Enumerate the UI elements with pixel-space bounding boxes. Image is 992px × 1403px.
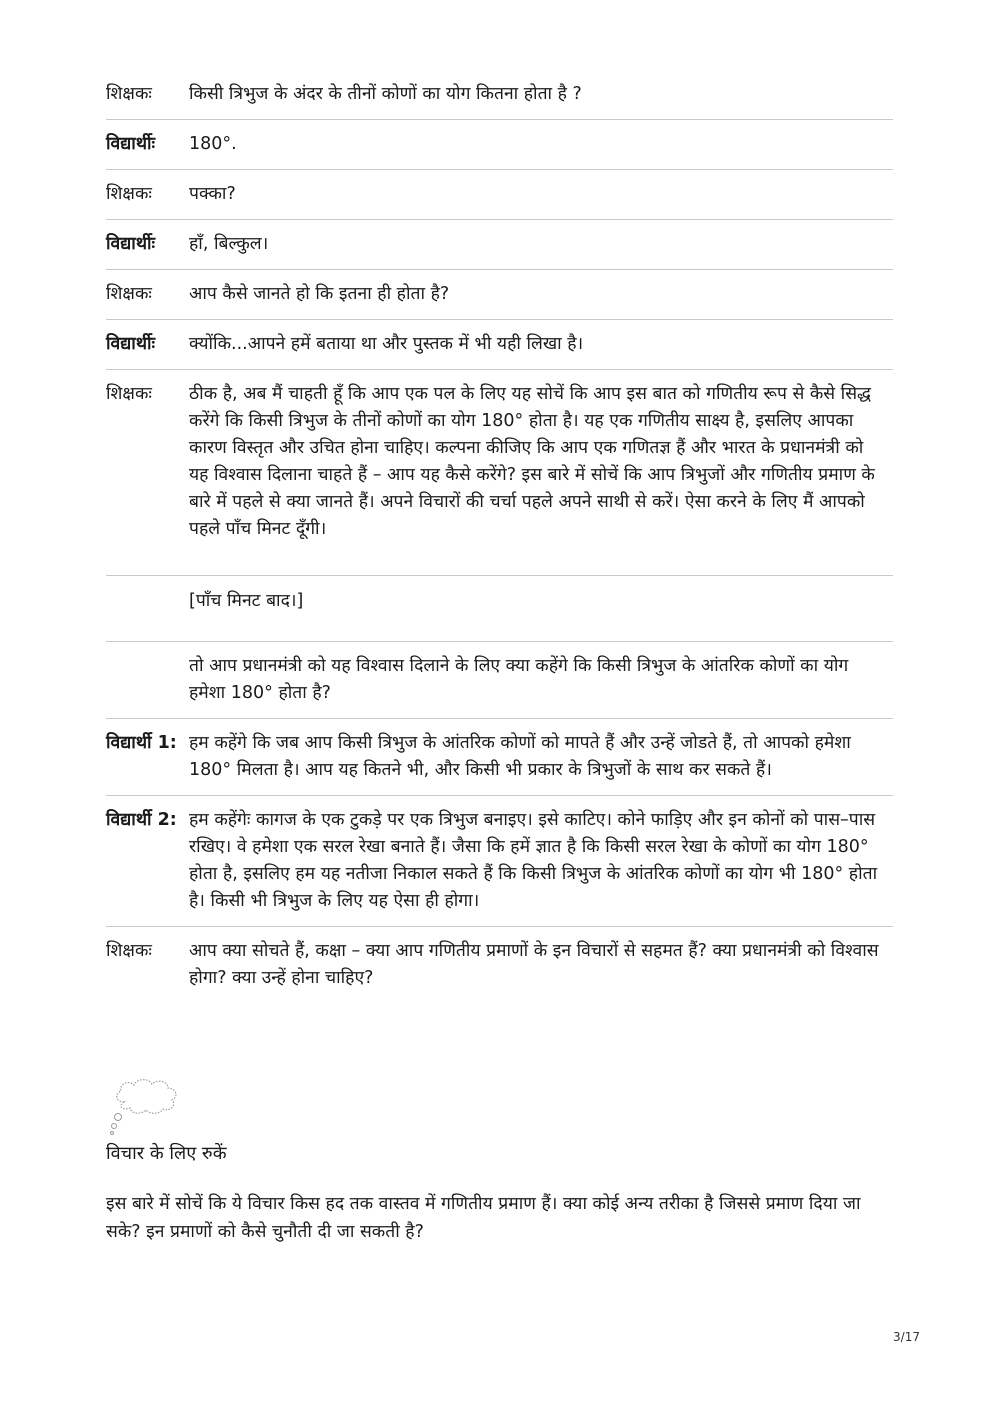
dialogue-text: आप कैसे जानते हो कि इतना ही होता है? — [189, 284, 450, 304]
speaker-label: शिक्षकः — [106, 284, 152, 304]
dialogue-text: तो आप प्रधानमंत्री को यह विश्वास दिलाने के लिए क्या कहेंगे कि किसी त्रिभुज के आंतरिक कोणों का योग हमेशा 180° होता है? — [189, 656, 849, 703]
dialogue-text: 180°. — [189, 134, 237, 154]
pause-body: इस बारे में सोचें कि ये विचार किस हद तक वास्तव में गणितीय प्रमाण हैं। क्या कोई अन्य तरीका है जिससे प्रमाण दिया जा सके? इन प्रमाणों को कैसे चुनौती दी जा सकती है? — [106, 1194, 861, 1242]
dialogue-row — [106, 370, 893, 576]
dialogue-text: हाँ, बिल्कुल। — [189, 234, 269, 254]
pause-for-thought — [106, 1072, 893, 1246]
dialogue-text: हम कहेंगे कि जब आप किसी त्रिभुज के आंतरिक कोणों को मापते हैं और उन्हें जोडते हैं, तो आपको हमेशा 180° मिलता है। आप यह कितने भी, और किसी भी प्रकार के त्रिभुजों के साथ कर सकते हैं। — [189, 733, 851, 780]
dialogue-row — [106, 120, 893, 170]
speaker-label: शिक्षकः — [106, 84, 152, 104]
dialogue-text: ठीक है, अब मैं चाहती हूँ कि आप एक पल के लिए यह सोचें कि आप इस बात को गणितीय रूप से कैसे सिद्ध करेंगे कि किसी त्रिभुज के तीनों कोणों का योग 180° होता है। यह एक गणितीय साक्ष्य है, इसलिए आपका कारण विस्तृत और उचित होना चाहिए। कल्पना कीजिए कि आप एक गणितज्ञ हैं और भारत के प्रधानमंत्री को यह विश्वास दिलाना चाहते हैं – आप यह कैसे करेंगे? इस बारे में सोचें कि आप त्रिभुजों और गणितीय प्रमाण के बारे में पहले से क्या जानते हैं। अपने विचारों की चर्चा पहले अपने साथी से करें। ऐसा करने के लिए मैं आपको पहले पाँच मिनट दूँगी। — [189, 384, 875, 539]
thought-cloud-icon — [106, 1072, 186, 1142]
dialogue-row — [106, 796, 893, 927]
dialogue-text: हम कहेंगेः कागज के एक टुकड़े पर एक त्रिभुज बनाइए। इसे काटिए। कोने फाड़िए और इन कोनों को पास–पास रखिए। वे हमेशा एक सरल रेखा बनाते हैं। जैसा कि हमें ज्ञात है कि किसी सरल रेखा के कोणों का योग 180° होता है, इसलिए हम यह नतीजा निकाल सकते हैं कि किसी त्रिभुज के आंतरिक कोणों का योग भी 180° होता है। किसी भी त्रिभुज के लिए यह ऐसा ही होगा। — [189, 810, 878, 911]
dialogue-page — [106, 70, 893, 1003]
dialogue-row — [106, 170, 893, 220]
speaker-label: विद्यार्थीः — [106, 234, 156, 254]
stage-direction: [पाँच मिनट बाद।] — [189, 591, 304, 611]
dialogue-row — [106, 576, 893, 642]
speaker-label: शिक्षकः — [106, 941, 152, 961]
pause-title: विचार के लिए रुकें — [106, 1143, 227, 1164]
dialogue-text: आप क्या सोचते हैं, कक्षा – क्या आप गणितीय प्रमाणों के इन विचारों से सहमत हैं? क्या प्रधानमंत्री को विश्वास होगा? क्या उन्हें होना चाहिए? — [189, 941, 879, 988]
speaker-label: विद्यार्थी 1: — [106, 733, 177, 753]
speaker-label: शिक्षकः — [106, 184, 152, 204]
page-number: 3/17 — [893, 1330, 920, 1344]
dialogue-row — [106, 220, 893, 270]
dialogue-row — [106, 719, 893, 796]
dialogue-row — [106, 270, 893, 320]
dialogue-row — [106, 642, 893, 719]
speaker-label: विद्यार्थी 2: — [106, 810, 177, 830]
dialogue-table — [106, 70, 893, 1003]
dialogue-text: क्योंकि...आपने हमें बताया था और पुस्तक में भी यही लिखा है। — [189, 334, 584, 354]
speaker-label: विद्यार्थीः — [106, 334, 156, 354]
dialogue-text: पक्का? — [189, 184, 236, 204]
dialogue-text: किसी त्रिभुज के अंदर के तीनों कोणों का योग कितना होता है ? — [189, 84, 582, 104]
speaker-label: विद्यार्थीः — [106, 134, 156, 154]
dialogue-row — [106, 70, 893, 120]
speaker-label — [106, 653, 189, 707]
speaker-label: शिक्षकः — [106, 384, 152, 404]
dialogue-row — [106, 927, 893, 1003]
speaker-label — [106, 588, 189, 615]
dialogue-row — [106, 320, 893, 370]
